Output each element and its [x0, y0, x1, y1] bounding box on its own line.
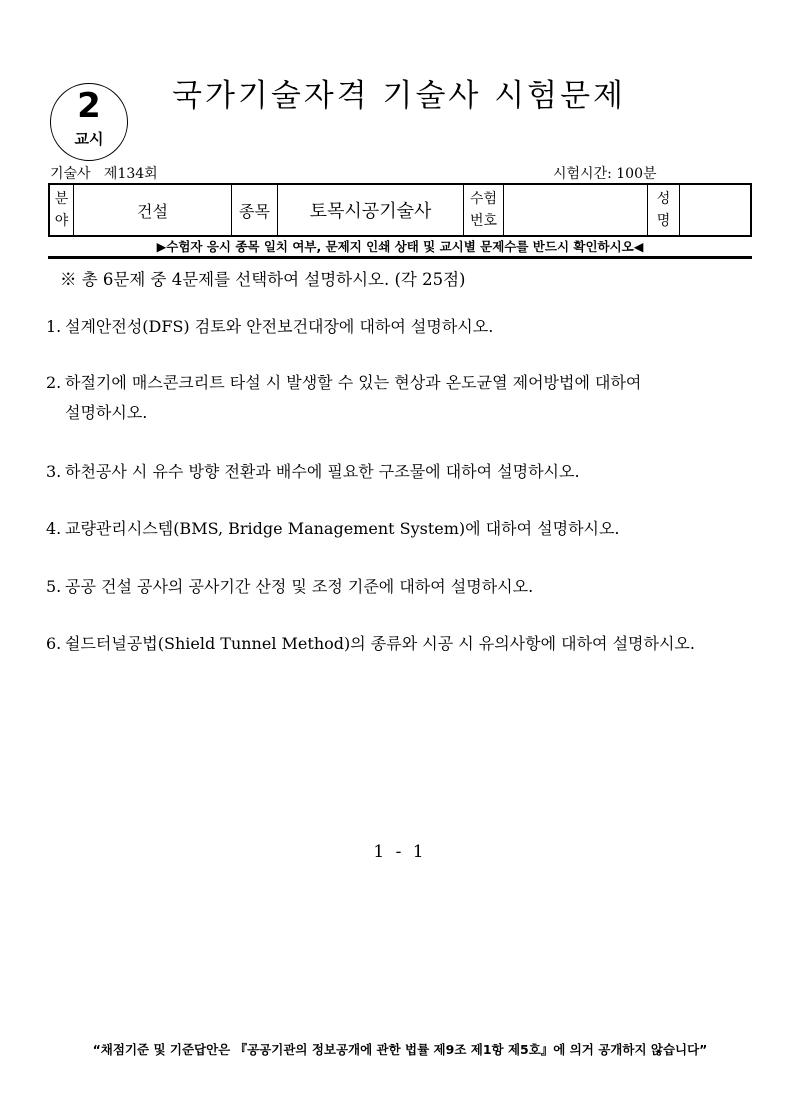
question-item [46, 572, 758, 602]
question-number: 6. [46, 634, 62, 653]
question-item [46, 514, 758, 544]
exam-number-field[interactable] [504, 185, 648, 235]
question-number: 5. [46, 577, 62, 596]
question-number: 3. [46, 462, 62, 481]
question-item [46, 457, 758, 487]
name-field[interactable] [680, 185, 750, 235]
session-label: 교시 [74, 130, 104, 148]
name-label-top: 성 [656, 191, 671, 207]
page-title: 국가기술자격 기술사 시험문제 [172, 78, 627, 114]
exam-number-label-cell [464, 185, 504, 235]
exam-time: 시험시간: 100분 [553, 166, 657, 182]
question-item [46, 368, 758, 428]
page-number: 1 - 1 [373, 842, 427, 862]
question-number: 4. [46, 519, 62, 538]
field-value: 건설 [137, 201, 168, 221]
question-text: 하절기에 매스콘크리트 타설 시 발생할 수 있는 현상과 온도균열 제어방법에 대하여 [65, 373, 642, 392]
field-label-cell [50, 185, 74, 235]
question-text: 공공 건설 공사의 공사기간 산정 및 조정 기준에 대하여 설명하시오. [65, 577, 534, 596]
question-text-continued: 설명하시오. [65, 403, 148, 422]
exam-round: 기술사 제134회 [50, 166, 158, 182]
field-label-top: 분 [54, 191, 69, 207]
category-label: 종목 [239, 201, 270, 221]
question-text: 교량관리시스템(BMS, Bridge Management System)에 대하여 설명하시오. [65, 519, 620, 538]
question-item [46, 629, 758, 659]
question-number: 1. [46, 317, 62, 336]
field-value-cell [74, 185, 232, 235]
category-label-cell [232, 185, 278, 235]
check-notice: ▶수험자 응시 종목 일치 여부, 문제지 인쇄 상태 및 교시별 문제수를 반드시 확인하시오◀ [48, 237, 752, 259]
question-item [46, 312, 758, 342]
name-label-bottom: 명 [656, 213, 671, 229]
instruction-text: ※ 총 6문제 중 4문제를 선택하여 설명하시오. (각 25점) [60, 270, 466, 289]
name-label-cell [648, 185, 680, 235]
category-value: 토목시공기술사 [309, 201, 432, 222]
question-text: 쉴드터널공법(Shield Tunnel Method)의 종류와 시공 시 유의사항에 대하여 설명하시오. [65, 634, 695, 653]
question-text: 설계안전성(DFS) 검토와 안전보건대장에 대하여 설명하시오. [65, 317, 494, 336]
exam-number-label-top: 수험 [469, 191, 498, 207]
exam-number-label-bottom: 번호 [469, 213, 498, 229]
question-text: 하천공사 시 유수 방향 전환과 배수에 필요한 구조물에 대하여 설명하시오. [65, 462, 580, 481]
session-badge [50, 83, 128, 161]
question-number: 2. [46, 373, 62, 392]
field-label-bottom: 야 [54, 213, 69, 229]
session-number: 2 [77, 86, 101, 126]
category-value-cell [278, 185, 464, 235]
footer-disclaimer: “채점기준 및 기준답안은 『공공기관의 정보공개에 관한 법률 제9조 제1항 제5호』에 의거 공개하지 않습니다” [92, 1042, 708, 1057]
exam-info-table [48, 183, 752, 237]
